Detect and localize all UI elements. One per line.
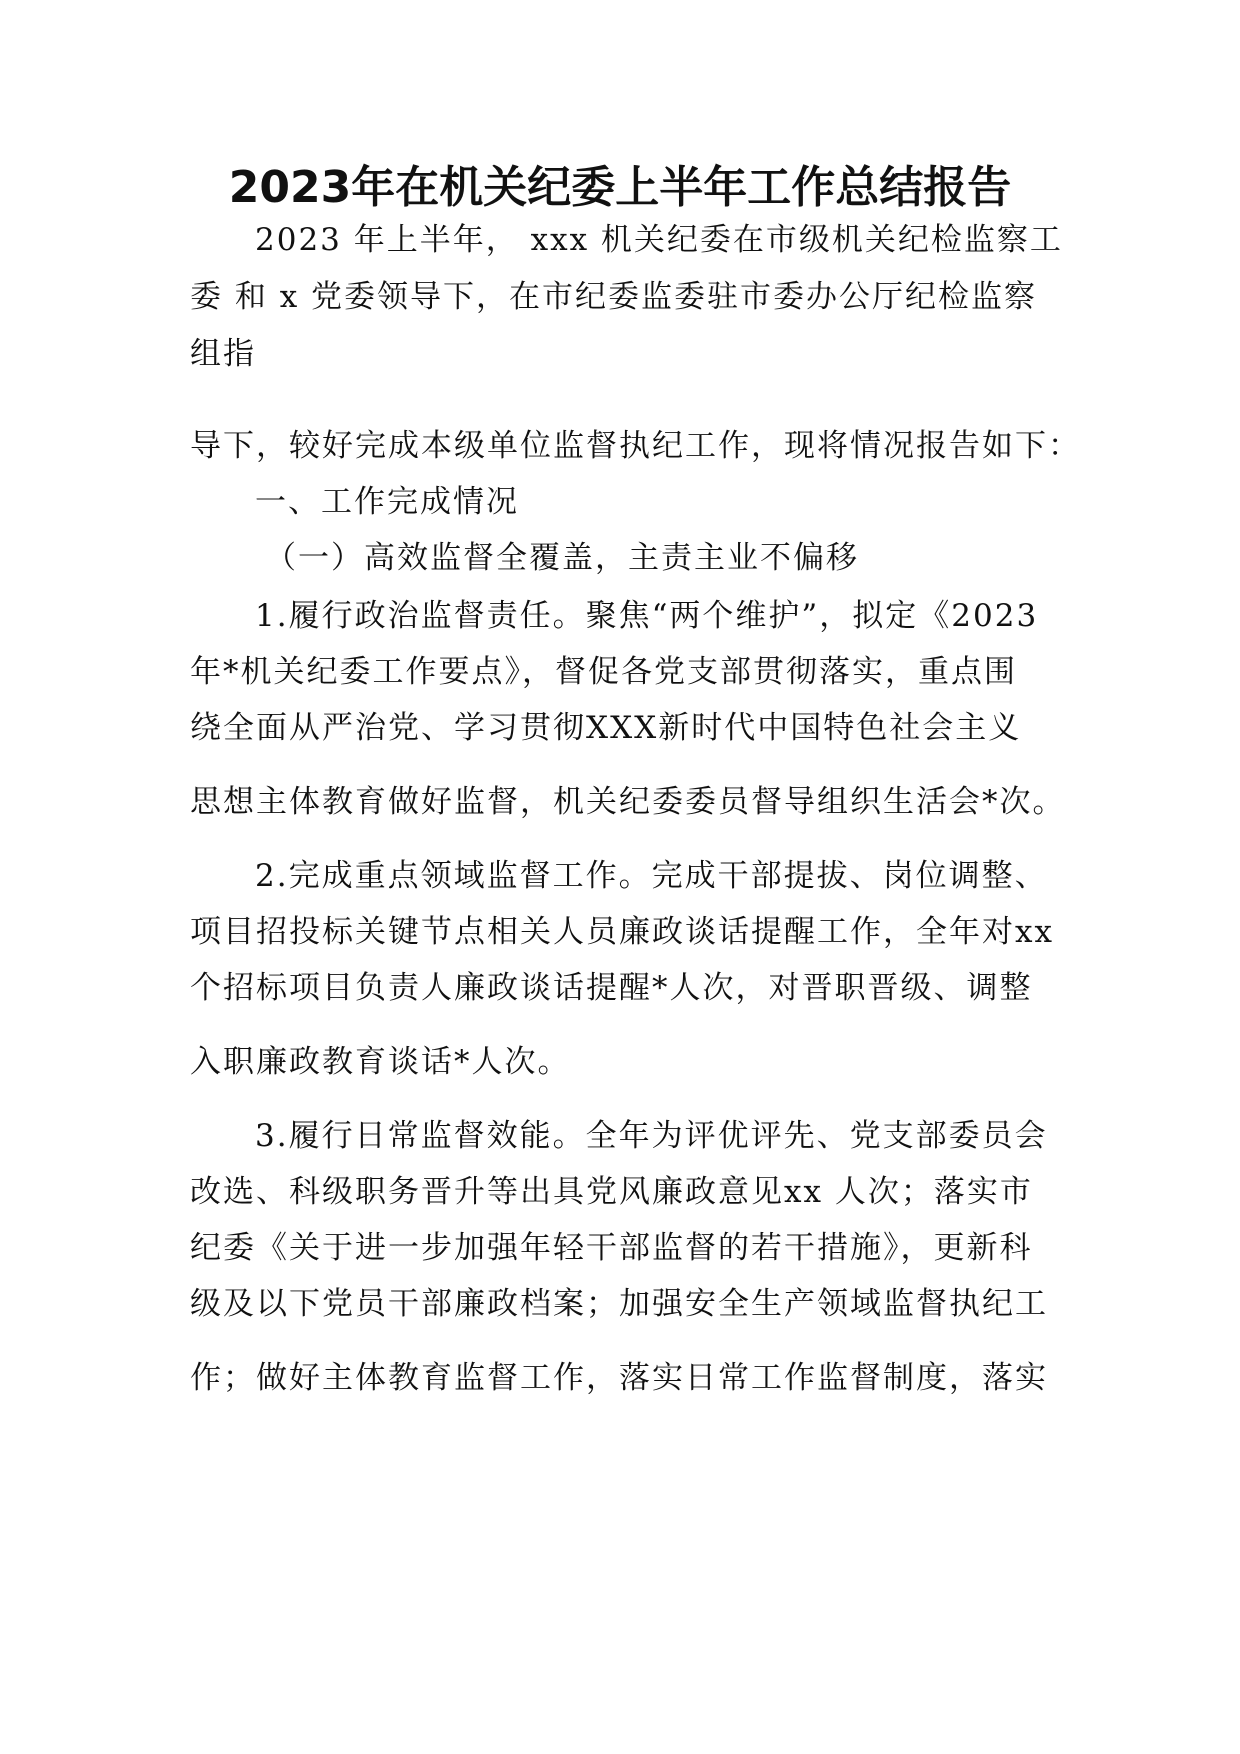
paragraph-line: 作；做好主体教育监督工作，落实日常工作监督制度，落实: [190, 1360, 1048, 1396]
paragraph-line: 级及以下党员干部廉政档案；加强安全生产领域监督执纪工: [190, 1286, 1048, 1322]
paragraph-line: 入职廉政教育谈话*人次。: [190, 1044, 571, 1080]
paragraph-line: 委 和 x 党委领导下，在市纪委监委驻市委办公厅纪检监察: [190, 279, 1038, 315]
paragraph-line: 个招标项目负责人廉政谈话提醒*人次，对晋职晋级、调整: [190, 970, 1033, 1006]
paragraph-line: 3.履行日常监督效能。全年为评优评先、党支部委员会: [255, 1118, 1048, 1154]
section-heading: 一、工作完成情况: [255, 484, 519, 520]
paragraph-line: 项目招投标关键节点相关人员廉政谈话提醒工作，全年对xx: [190, 914, 1054, 950]
paragraph-line: 1.履行政治监督责任。聚焦“两个维护”，拟定《2023: [255, 598, 1039, 634]
paragraph-line: 导下，较好完成本级单位监督执纪工作，现将情况报告如下：: [190, 428, 1081, 464]
paragraph-line: 2.完成重点领域监督工作。完成干部提拔、岗位调整、: [255, 858, 1048, 894]
subsection-heading: （一）高效监督全覆盖，主责主业不偏移: [265, 540, 859, 576]
paragraph-line: 思想主体教育做好监督，机关纪委委员督导组织生活会*次。: [190, 784, 1066, 820]
paragraph-line: 年*机关纪委工作要点》，督促各党支部贯彻落实，重点围: [190, 654, 1017, 690]
paragraph-line: 改选、科级职务晋升等出具党风廉政意见xx 人次；落实市: [190, 1174, 1033, 1210]
paragraph-line: 组指: [190, 336, 256, 372]
paragraph-line: 绕全面从严治党、学习贯彻XXX新时代中国特色社会主义: [190, 710, 1022, 746]
document-title: 2023年在机关纪委上半年工作总结报告: [228, 162, 1012, 213]
paragraph-line: 2023 年上半年， xxx 机关纪委在市级机关纪检监察工: [255, 222, 1063, 258]
paragraph-line: 纪委《关于进一步加强年轻干部监督的若干措施》，更新科: [190, 1230, 1033, 1266]
